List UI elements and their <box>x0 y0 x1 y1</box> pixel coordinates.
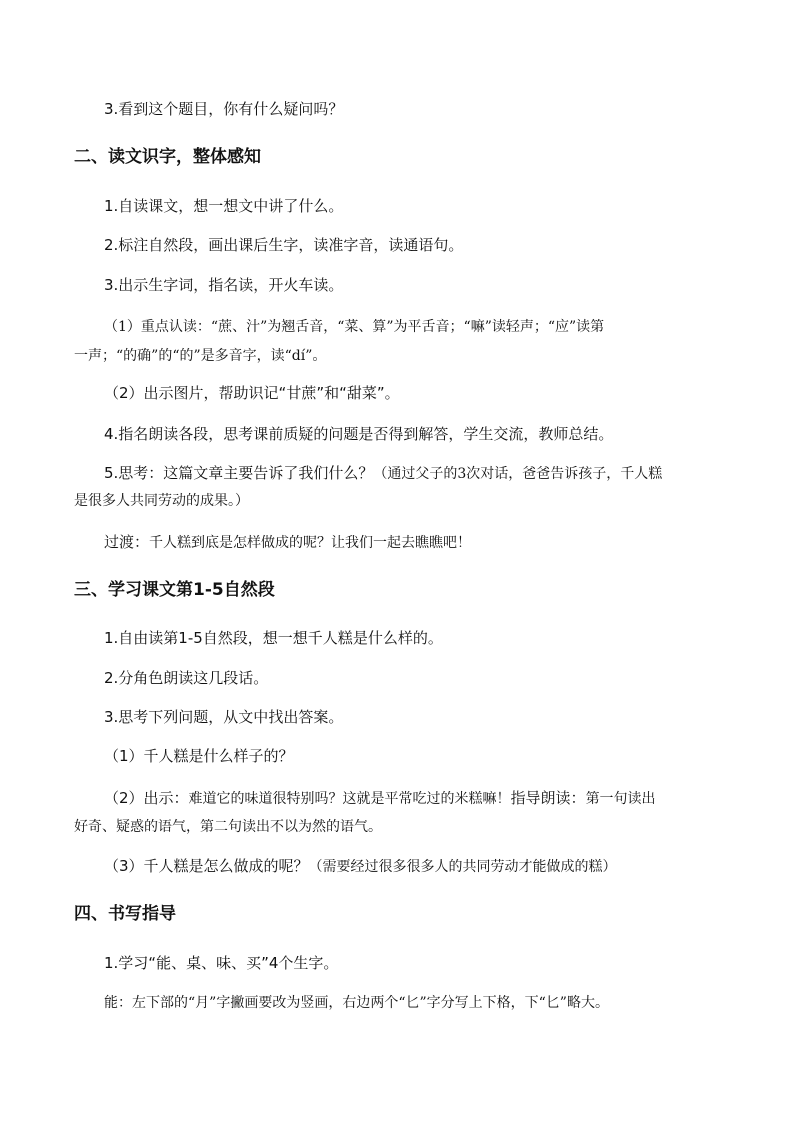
step-4-1-note: 能：左下部的“月”字撇画要改为竖画，右边两个“匕”字分写上下格，下“匕”略大。 <box>104 995 609 1011</box>
section-3-heading: 三、学习课文第1-5自然段 <box>74 580 275 600</box>
step-3-3-2-tail: 第一句读出 <box>585 791 656 807</box>
step-2-4: 4.指名朗读各段，思考课前质疑的问题是否得到解答，学生交流，教师总结。 <box>104 425 614 443</box>
section-2-heading: 二、读文识字，整体感知 <box>74 147 261 167</box>
step-3-3-2-guide: 指导朗读： <box>510 789 586 807</box>
question-3: 3.看到这个题目，你有什么疑问吗？ <box>104 100 344 118</box>
step-3-3-3-note: （需要经过很多很多人的共同劳动才能做成的糕） <box>308 859 617 875</box>
transition <box>104 532 471 553</box>
section-4-heading: 四、书写指导 <box>74 904 176 924</box>
step-2-5-line-b: 是很多人共同劳动的成果。） <box>74 493 249 509</box>
transition-text: 千人糕到底是怎样做成的呢？让我们一起去瞧瞧吧！ <box>149 535 472 551</box>
step-2-3-1-line-b: 一声；“的确”的“的”是多音字，读“dí”。 <box>74 348 327 364</box>
step-2-5-main: 5.思考：这篇文章主要告诉了我们什么？ <box>104 464 374 482</box>
step-3-1: 1.自由读第1-5自然段，想一想千人糕是什么样的。 <box>104 629 443 647</box>
step-3-3-2-quote: 难道它的味道很特别吗？这就是平常吃过的米糕嘛！ <box>188 791 511 807</box>
step-3-2: 2.分角色朗读这几段话。 <box>104 669 269 687</box>
transition-label: 过渡： <box>104 533 150 551</box>
step-3-3: 3.思考下列问题，从文中找出答案。 <box>104 708 344 726</box>
step-2-3-2: （2）出示图片，帮助识记“甘蔗”和“甜菜”。 <box>104 384 400 402</box>
step-2-2: 2.标注自然段，画出课后生字，读准字音，读通语句。 <box>104 236 464 254</box>
step-4-1: 1.学习“能、桌、味、买”4个生字。 <box>104 954 339 972</box>
step-3-3-2-line-b: 好奇、疑惑的语气，第二句读出不以为然的语气。 <box>74 819 382 835</box>
step-2-3: 3.出示生字词，指名读，开火车读。 <box>104 276 344 294</box>
step-2-3-1-line-a: （1）重点认读：“蔗、汁”为翘舌音，“菜、算”为平舌音；“嘛”读轻声；“应”读第 <box>104 319 605 335</box>
step-3-3-3 <box>104 856 617 877</box>
step-3-3-2-line-a <box>104 788 656 809</box>
step-2-1: 1.自读课文，想一想文中讲了什么。 <box>104 197 344 215</box>
step-2-5-note: （通过父子的3次对话，爸爸告诉孩子，千人糕 <box>373 466 663 482</box>
step-3-3-1: （1）千人糕是什么样子的？ <box>104 747 294 765</box>
step-3-3-2-label: （2）出示： <box>104 789 189 807</box>
step-2-5-line-a <box>104 463 662 484</box>
step-3-3-3-main: （3）千人糕是怎么做成的呢？ <box>104 857 309 875</box>
